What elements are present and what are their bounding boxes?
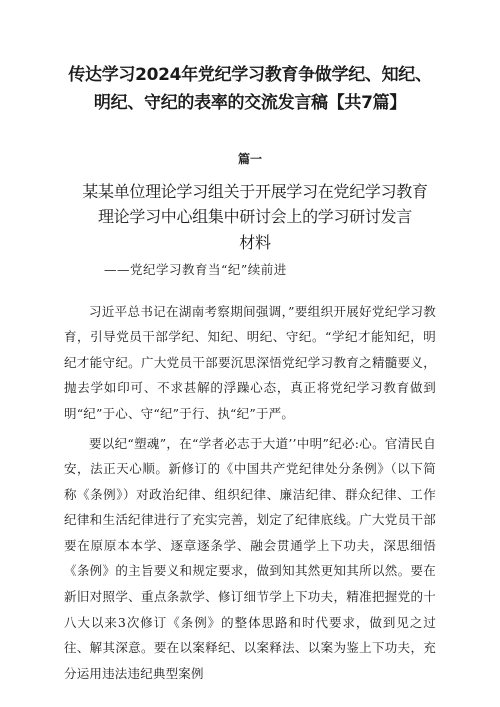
document-title-line-1: 传达学习2024年党纪学习教育争做学纪、知纪、 [68, 65, 432, 85]
article-title-line-2: 理论学习中心组集中研讨会上的学习研讨发言 [97, 207, 412, 226]
article-subtitle: ——党纪学习教育当“纪”续前进 [104, 262, 287, 277]
article-title-line-1: 某某单位理论学习组关于开展学习在党纪学习教育 [82, 182, 428, 201]
document-title-line-2: 明纪、守纪的表率的交流发言稿【共7篇】 [93, 93, 407, 113]
body-paragraph-2: 要以纪“塑魂”，在“学者必志于大道’’中明”纪必:心。官清民自安，法正天心顺。新修订的《中国共产党纪律处分条例》（以下简称《条例》）对政治纪律、组织纪律、廉洁纪律、群众纪律、工作纪律和生活纪律进行了充实完善，划定了纪律底线。广大党员干部要在原原本本学、逐章逐条学、融会贯通学上下功夫，深思细悟《条例》的主旨要义和规定要求，做到知其然更知其所以然。要在新旧对照学、重点条款学、修订细节学上下功夫，精准把握党的十八大以来3次修订《条例》的整体思路和时代要求，做到见之过往、解其深意。要在以案释纪、以案释法、以案为鉴上下功夫，充分运用违法违纪典型案例 [64, 435, 436, 681]
section-label: 篇一 [237, 152, 262, 166]
article-title-line-3: 材料 [239, 233, 271, 252]
body-paragraph-1: 习近平总书记在湖南考察期间强调，”要组织开展好党纪学习教育，引导党员干部学纪、知纪、明纪、守纪。“学纪才能知纪，明纪才能守纪。广大党员干部要沉思深悟党纪学习教育之精髓要义，抛去学如印可、不求甚解的浮躁心态，真正将党纪学习教育做到明“纪”于心、守“纪”于行、执“纪”于严。 [64, 303, 436, 421]
